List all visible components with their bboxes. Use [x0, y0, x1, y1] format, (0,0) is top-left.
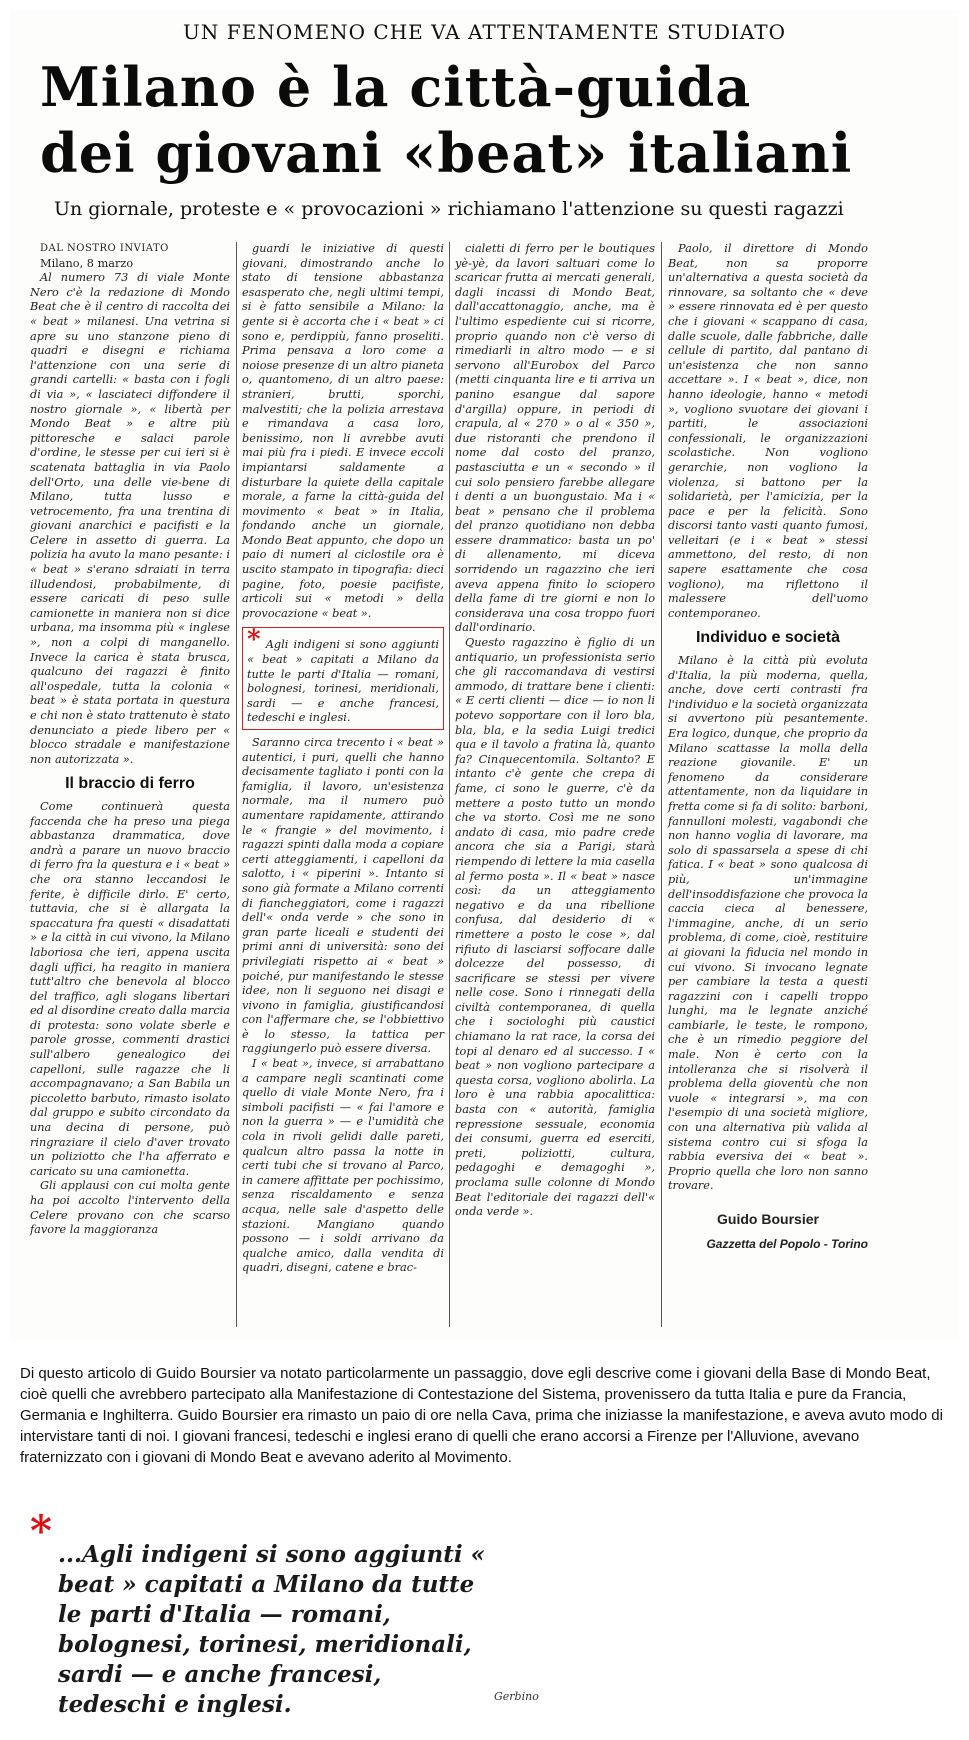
asterisk-marker-large: *	[30, 1506, 52, 1555]
col2-paragraph-2: Saranno circa trecento i « beat » autentici, i puri, quelli che hanno decisamente tagliato i ponti con la famiglia, il lavoro, un'esistenza normale, ma il numero può aumentare rapidamente, attirando le « frangie » del movimento, i ragazzi spinti dalla moda a copiare certi atteggiamenti, i capelloni da salotto, i « piperini ». Intanto si sono già formate a Milano correnti di fiancheggiatori, come i ragazzi dell'« onda verde » che sono in gran parte liceali e studenti dei primi anni di università: sono dei privilegiati rispetto ai « beat » poiché, pur manifestando le stesse idee, non li seguono nei disagi e vivono in famiglia, giustificandosi con l'affermare che, se l'obbiettivo è lo stesso, la tattica per raggiungerlo può essere diversa.	[242, 736, 444, 1056]
headline-line-2: dei giovani «beat» italiani	[40, 121, 853, 185]
enlarged-excerpt	[30, 1506, 490, 1718]
column-rule	[661, 242, 662, 1327]
col4-paragraph-2: Milano è la città più evoluta d'Italia, la più moderna, quella, anche, dove certi contrasti fra l'individuo e la società organizzata si avvertono più pesantemente. Era logico, dunque, che proprio da Milano scattasse la molla della reazione giovanile. E' un fenomeno da considerare attentamente, non da liquidare in fretta come si fa di solito: barboni, fannulloni molesti, vagabondi che non hanno voglia di lavorare, ma solo di spassarsela a spese di chi fatica. I « beat » sono qualcosa di più, un'immagine dell'insoddisfazione che provoca la caccia cieca al benessere, l'immagine, anche, di un serio problema, di come, cioè, restituire ai giovani la fiducia nel mondo in cui vivono. Si invocano legnate per cambiare la testa a questi ragazzini con i capelli troppo lunghi, ma le legnate anziché cambiarle, le teste, le rompono, che è un rimedio peggiore del male. Non è certo con la intolleranza che si risolverà il problema della gioventù che non vuole « integrarsi », ma con l'esempio di una società migliore, con una alternativa più valida al sistema contro cui si sfoga la rabbia eversiva dei « beat ». Proprio quella che loro non sanno trovare.	[668, 654, 868, 1193]
article-column-4	[668, 242, 868, 1251]
highlighted-passage-text: Agli indigeni si sono aggiunti « beat » capitati a Milano da tutte le parti d'Italia — romani, bolognesi, torinesi, meridionali, sardi — e anche francesi, tedeschi e inglesi.	[247, 638, 440, 725]
article-column-2	[242, 242, 444, 1276]
dateline: Milano, 8 marzo	[40, 256, 134, 270]
col3-paragraph-2: Questo ragazzino è figlio di un antiquario, un professionista serio che gli raccomandava di vestirsi ammodo, di trattare bene i clienti: « E certi clienti — dice — io non li potevo sopportare con il loro bla, bla, bla, e la sedia Luigi tredici qua e il tavolo a fratina là, quanto fa? Cinquecentomila. Soltanto? E intanto c'è gente che crepa di fame, ci sono le guerre, c'è da mettere a posto tutto un mondo che va storto. Così me ne sono andato di casa, mio padre crede ancora che sia a Parigi, starà riempendo di lettere la mia casella al fermo posta ». Il « beat » nasce così: da un atteggiamento negativo e da una ribellione confusa, dal desiderio di « rimettere a posto le cose », dal rifiuto di lasciarsi soffocare dalle dolcezze del possesso, di sacrificare se stessi per vivere nelle cose. Sono i rinnegati della civiltà contemporanea, di quella che i sociologhi più caustici chiamano la rat race, la corsa dei topi al denaro ed al successo. I « beat » non vogliono partecipare a questa corsa, vogliono abolirla. La loro è una rabbia apocalittica: basta con « autorità, famiglia repressione sessuale, economia dei consumi, guerra ed eserciti, preti, poliziotti, cultura, pedagoghi e demagoghi », proclama sulle colonne di Mondo Beat l'editoriale dei ragazzi dell'« onda verde ».	[455, 636, 655, 1219]
col2-paragraph-1: guardi le iniziative di questi giovani, dimostrando anche lo stato di tensione abbastanza esasperato che, negli ultimi tempi, si è fatto sensibile a Milano: la gente si è accorta che i « beat » ci sono e, perdippiù, fanno proseliti. Prima pensava a loro come a noiose presenze di un altro pianeta o, quantomeno, di un altro paese: stranieri, brutti, sporchi, malvestiti; che la polizia arrestava e rimandava a casa loro, benissimo, non li avrebbe avuti mai più fra i piedi. E invece eccoli impiantarsi saldamente a disturbare la quiete della capitale morale, a farne la città-guida del movimento « beat » in Italia, fondando anche un giornale, Mondo Beat appunto, che dopo un paio di numeri al ciclostile ora è uscito stampato in tipografia: dieci pagine, foto, poesie pacifiste, articoli sui « metodi » della provocazione « beat ».	[242, 242, 444, 620]
byline: DAL NOSTRO INVIATO	[40, 243, 169, 254]
col3-paragraph-1: cialetti di ferro per le boutiques yè-yè, da lavori saltuari come lo scaricar frutta ai mercati generali, dagli incassi di Mondo Beat, dall'accattonaggio, anche, ma è l'ultimo espediente cui si ricorre, proprio quando non c'è verso di rimediarli in altro modo — e si servono all'Eurobox del Parco (metti cinquanta lire e ti arriva un panino esangue dal sapore d'argilla) oppure, in periodi di crapula, al « 270 » o al « 350 », due ristoranti che prendono il nome dal costo del pranzo, pastasciutta e un « secondo » il cui solo pensiero farebbe allegare i denti a un buongustaio. Ma i « beat » pensano che il problema del pranzo quotidiano non debba essere drammatico: basta un po' di allenamento, mi diceva sorridendo un ragazzino che ieri aveva appena finito lo sciopero della fame di tre giorni e non lo considerava una cosa troppo fuori dall'ordinario.	[455, 242, 655, 635]
article-column-1	[30, 242, 230, 1238]
section-heading-braccio: Il braccio di ferro	[65, 775, 195, 793]
column-rule	[449, 242, 450, 1327]
handwritten-signoff: Gerbino	[494, 1690, 539, 1703]
kicker: UN FENOMENO CHE VA ATTENTAMENTE STUDIATO	[183, 20, 786, 44]
subheadline: Un giornale, proteste e « provocazioni » richiamano l'attenzione su questi ragazzi	[54, 198, 844, 220]
asterisk-marker: *	[247, 625, 261, 656]
commentary-paragraph: Di questo articolo di Guido Boursier va notato particolarmente un passaggio, dove egli descrive come i giovani della Base di Mondo Beat, cioè quelli che avrebbero partecipato alla Manifestazione di Contestazione del Sistema, provenissero da tutta Italia e pure da Francia, Germania e Inghilterra. Guido Boursier era rimasto un paio di ore nella Cava, prima che iniziasse la manifestazione, e aveva avuto modo di intervistare tanti di noi. I giovani francesi, tedeschi e inglesi erano di quelli che erano accorsi a Firenze per l'Alluvione, avevano fraternizzato con i giovani di Mondo Beat e avevano aderito al Movimento.	[20, 1365, 943, 1466]
col2-paragraph-3: I « beat », invece, si arrabattano a campare negli scantinati come quello di viale Monte Nero, fra i simboli pacifisti — « fai l'amore e non la guerra » — e l'umidità che cola in rivoli gelidi dalle pareti, qualcun altro passa la notte in certi tubi che si trovano al Parco, in camere affittate per pochissimo, senza riscaldamento e senza acqua, nelle sale d'aspetto delle stazioni. Mangiano quando possono — i soldi arrivano da qualche amico, dalla vendita di quadri, disegni, catene e brac-	[242, 1057, 444, 1275]
col1-paragraph-2: Come continuerà questa faccenda che ha preso una piega abbastanza drammatica, dove andrà a parare un nuovo braccio di ferro fra la questura e i « beat » che ora stanno leccandosi le ferite, è difficile dirlo. E' certo, tuttavia, che si è allargata la spaccatura fra questi « disadattati » e la città in cui vivono, la Milano laboriosa che ieri, appena uscita dagli uffici, ha reagito in maniera tutt'altro che benevola al blocco del traffico, agli slogans libertari ed al disordine creato dalla marcia di protesta: sono volate sberle e parole grosse, commenti drastici sull'albero genealogico dei capelloni, sulle ragazze che li accompagnavano; a San Babila un piccoletto barbuto, rimasto isolato dal gruppo e subito circondato da una decina di persone, può ringraziare il cielo d'aver trovato un poliziotto che l'ha afferrato e caricato su una camionetta.	[30, 799, 230, 1178]
col4-paragraph-1: Paolo, il direttore di Mondo Beat, non sa proporre un'alternativa a questa società da rinnovare, sa soltanto che « deve » essere rinnovata ed è per questo che i giovani « scappano di casa, dalle scuole, dalle fabbriche, dalle cellule di partito, dal pantano di un'esistenza che non sanno accettare ». I « beat », dice, non hanno ideologie, hanno « metodi », vogliono svuotare dei giovani i partiti, le associazioni confessionali, le organizzazioni scolastiche. Non vogliono gerarchie, non vogliono la violenza, si battono per la solidarietà, per l'amicizia, per la pace e per la felicità. Sono discorsi tanto vasti quanto fumosi, velleitari (e i « beat » stessi ammettono, del resto, di non sapere esattamente che cosa vogliono), ma riflettono il malessere dell'uomo contemporaneo.	[668, 242, 868, 620]
column-rule	[236, 242, 237, 1327]
col1-paragraph-1: Al numero 73 di viale Monte Nero c'è la redazione di Mondo Beat che è il centro di raccolta dei « beat » milanesi. Una vetrina si apre su uno stanzone pieno di quadri e disegni e richiama l'attenzione con una serie di grandi cartelli: « basta con i fogli di via », « lasciateci diffondere il nostro giornale », « libertà per Mondo Beat » e altre più pittoresche e salaci parole d'ordine, le stesse per cui ieri si è scatenata battaglia in via Paolo dell'Orto, una delle vie-bene di Milano, tutta lusso e vetrocemento, fra una trentina di giovani anarchici e pacifisti e la Celere in assetto di guerra. La polizia ha avuto la mano pesante: i « beat » s'erano sdraiati in terra illudendosi, probabilmente, di essere caricati di peso sulle camionette in maniera non si dice urbana, ma insomma più « inglese », non a colpi di manganello. Invece la carica è stata brusca, qualcuno dei ragazzi è finito all'ospedale, tutta la colonia « beat » è stata portata in questura e chi non è stato trattenuto è stato denunciato a piede libero per « blocco stradale e manifestazione non autorizzata ».	[30, 271, 230, 766]
newspaper-clipping	[10, 10, 959, 1340]
article-column-3	[455, 242, 655, 1220]
source-credit: Gazzetta del Popolo - Torino	[706, 1236, 868, 1251]
highlighted-passage	[242, 627, 444, 730]
col1-paragraph-3: Gli applausi con cui molta gente ha poi accolto l'intervento della Celere provano con che scarso favore la maggioranza	[30, 1179, 230, 1237]
section-heading-individuo: Individuo e società	[695, 629, 841, 647]
headline-line-1: Milano è la città-guida	[40, 55, 752, 119]
author-signature: Guido Boursier	[717, 1211, 819, 1227]
excerpt-text: ...Agli indigeni si sono aggiunti « beat » capitati a Milano da tutte le parti d'Italia — romani, bolognesi, torinesi, meridionali, sardi — e anche francesi, tedeschi e inglesi.	[58, 1541, 485, 1718]
